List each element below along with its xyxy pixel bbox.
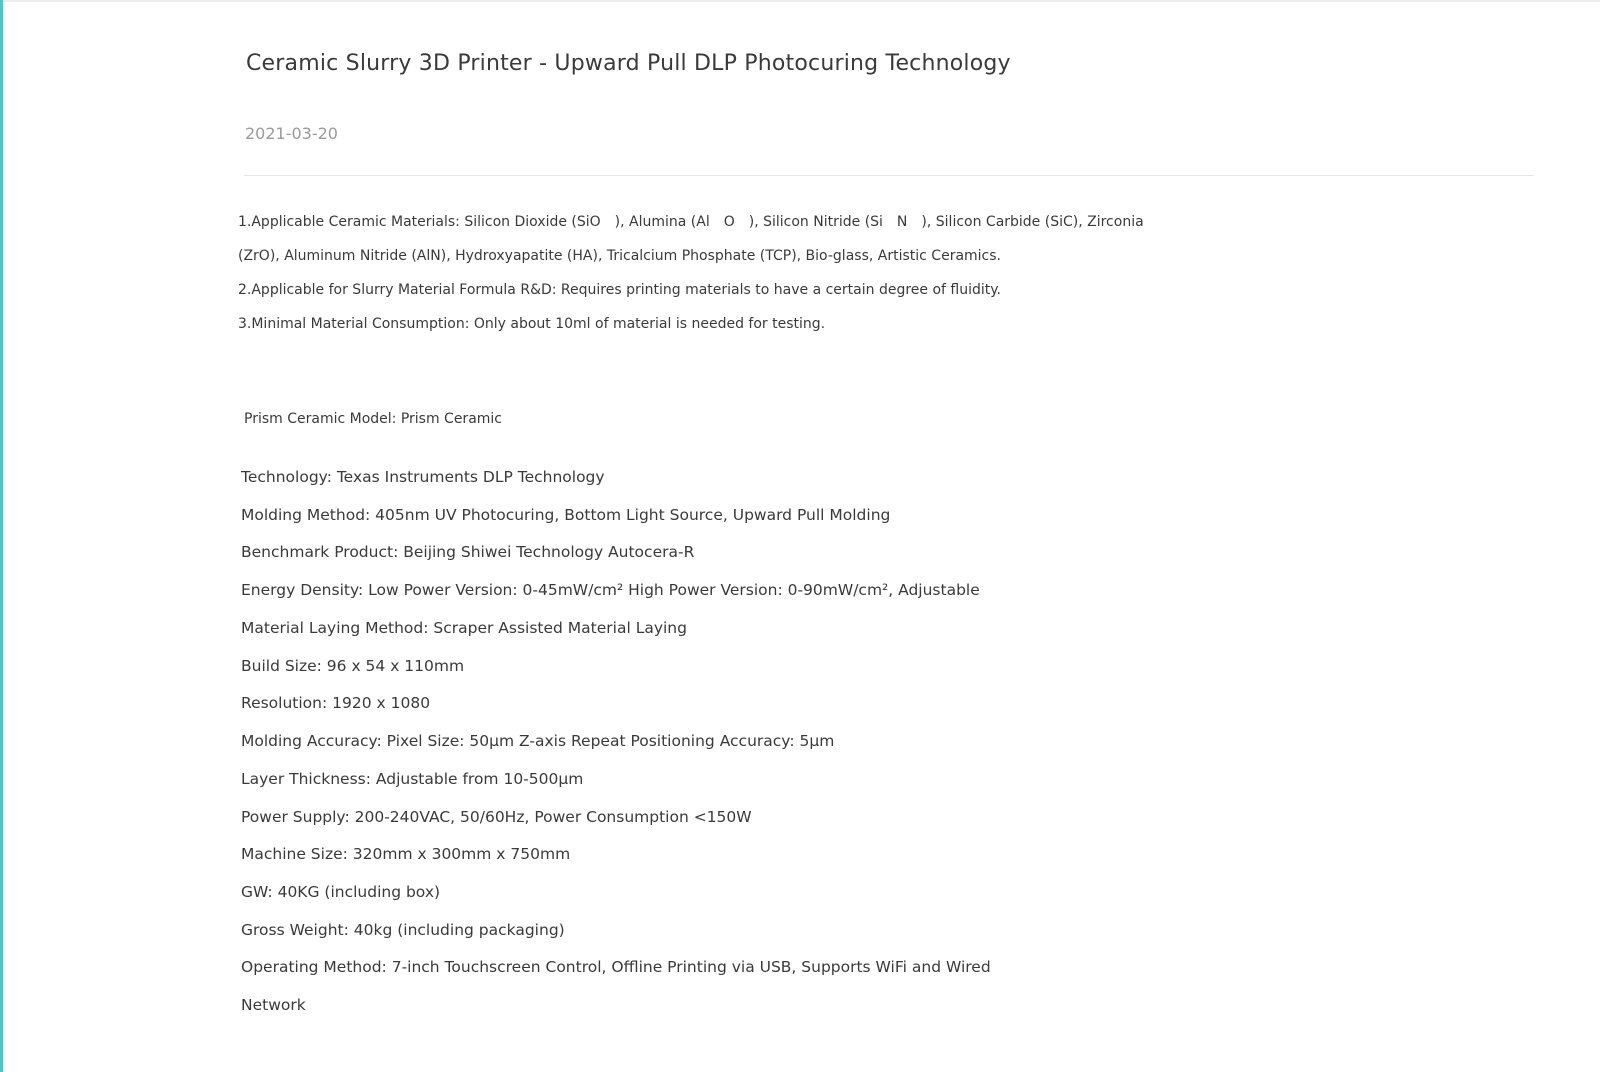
spec-material-laying: Material Laying Method: Scraper Assisted Material Laying (241, 619, 687, 637)
model-label: Prism Ceramic Model: Prism Ceramic (244, 411, 502, 427)
spec-operating-method: Operating Method: 7-inch Touchscreen Control, Offline Printing via USB, Supports WiFi and Wired (241, 958, 991, 976)
spec-gross-weight: Gross Weight: 40kg (including packaging) (241, 921, 565, 939)
left-accent-bar (0, 0, 3, 1072)
intro-line: (ZrO), Aluminum Nitride (AlN), Hydroxyapatite (HA), Tricalcium Phosphate (TCP), Bio-glass, Artistic Ceramics. (238, 248, 1001, 264)
intro-line: 3.Minimal Material Consumption: Only about 10ml of material is needed for testing. (238, 316, 826, 332)
spec-power-supply: Power Supply: 200-240VAC, 50/60Hz, Power Consumption <150W (241, 808, 752, 826)
spec-build-size: Build Size: 96 x 54 x 110mm (241, 657, 465, 675)
intro-line: 1.Applicable Ceramic Materials: Silicon Dioxide (SiO ), Alumina (Al O ), Silicon Nitride (Si N ), Silicon Carbide (SiC), Zirconia (238, 214, 1144, 230)
intro-line: 2.Applicable for Slurry Material Formula R&D: Requires printing materials to have a certain degree of fluidity. (238, 282, 1001, 298)
article-date: 2021-03-20 (245, 124, 338, 143)
spec-molding-method: Molding Method: 405nm UV Photocuring, Bottom Light Source, Upward Pull Molding (241, 506, 891, 524)
spec-machine-size: Machine Size: 320mm x 300mm x 750mm (241, 845, 571, 863)
title-divider (244, 175, 1534, 176)
spec-energy-density: Energy Density: Low Power Version: 0-45mW/cm² High Power Version: 0-90mW/cm², Adjustable (241, 581, 980, 599)
spec-gw: GW: 40KG (including box) (241, 883, 441, 901)
spec-molding-accuracy: Molding Accuracy: Pixel Size: 50μm Z-axis Repeat Positioning Accuracy: 5μm (241, 732, 835, 750)
spec-technology: Technology: Texas Instruments DLP Technology (241, 468, 605, 486)
spec-layer-thickness: Layer Thickness: Adjustable from 10-500μm (241, 770, 584, 788)
article-title: Ceramic Slurry 3D Printer - Upward Pull DLP Photocuring Technology (246, 51, 1011, 76)
spec-benchmark-product: Benchmark Product: Beijing Shiwei Technology Autocera-R (241, 543, 695, 561)
spec-operating-method-cont: Network (241, 996, 306, 1014)
top-border (3, 0, 1600, 2)
spec-resolution: Resolution: 1920 x 1080 (241, 694, 431, 712)
